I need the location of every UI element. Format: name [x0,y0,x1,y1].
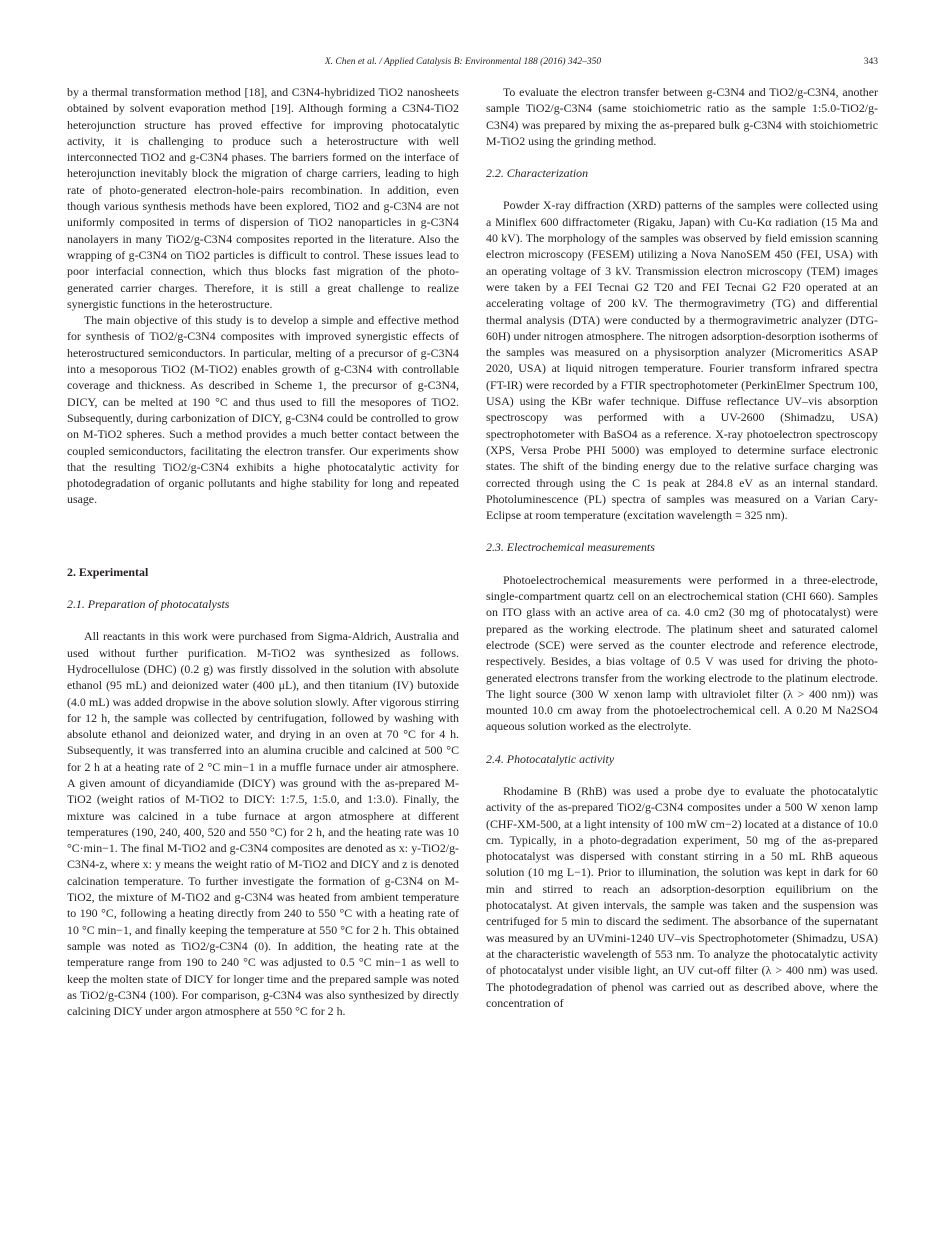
intro-objective-paragraph: The main objective of this study is to develop a simple and effective method for synthesis of TiO2/g-C3N4 composites with improved synergistic effects of heterostructured semiconductors. In particular, melting of a precursor of g-C3N4 into a mesoporous TiO2 (M-TiO2) enables growth of g-C3N4 with controllable coverage and thickness. As described in Scheme 1, the precursor of g-C3N4, DICY, can be melted at 190 °C and thus used to fill the mesopores of TiO2. Subsequently, during carbonization of DICY, g-C3N4 could be controlled to grow on M-TiO2 spheres. Such a method provides a much better contact between the coupled semiconductors, facilitating the electron transfer. Our experiments show that the resulting TiO2/g-C3N4 exhibits a highe photocatalytic activity for photodegradation of organic pollutants and highe stability for long and repeated usage. [67,313,459,507]
characterization-paragraph: Powder X-ray diffraction (XRD) patterns of the samples were collected using a Miniflex 600 diffractometer (Rigaku, Japan) with Cu-Kα radiation (15 Ma and 40 kV). The morphology of the samples was observed by field emission scanning electron microscopy (FESEM) utilizing a Nova NanoSEM 450 (FEI, USA) with an operating voltage of 3 kV. Transmission electron microscopy (TEM) images were taken by a FEI Tecnai G2 T20 and FEI Tecnai G2 F20 operated at an accelerating voltage of 200 kV. The thermogravimetry (TG) and differential thermal analysis (DTA) were conducted by a thermogravimetric analyzer (DTG-60H) under nitrogen atmosphere. The nitrogen adsorption-desorption isotherms of the samples was measured on a physisorption analyzer (Micromeritics ASAP 2020, USA) at liquid nitrogen temperature. Fourier transform infrared spectra (FT-IR) were recorded by a FTIR spectrophotometer (PerkinElmer Spectrum 100, USA) using the KBr wafer technique. Diffuse reflectance UV–vis absorption spectroscopy was performed with a UV-2600 (Shimadzu, USA) spectrophotometer with BaSO4 as a reference. X-ray photoelectron spectroscopy (XPS, Versa Probe PHI 5000) was employed to determine surface electronic states. The shift of the binding energy due to the relative surface charging was corrected through using the C 1s peak at 284.8 eV as an internal standard. Photoluminescence (PL) spectra of samples was measured on a Varian Cary-Eclipse at room temperature (excitation wavelength = 325 nm). [486,198,878,523]
preparation-paragraph: All reactants in this work were purchased from Sigma-Aldrich, Australia and used without further purification. M-TiO2 was synthesized as follows. Hydrocellulose (DHC) (0.2 g) was firstly dissolved in the solution with absolute ethanol (95 mL) and deionized water (400 μL), and then titanium (IV) butoxide (4.0 mL) was added dropwise in the above solution slowly. After vigorous stirring for 12 h, the sample was collected by centrifugation, followed by washing with absolute ethanol and deionized water, and drying in an oven at 70 °C for 4 h. Subsequently, it was transferred into an alumina crucible and calcined at 500 °C for 2 h at a heating rate of 2 °C min−1 in a muffle furnace under air atmosphere. A given amount of dicyandiamide (DICY) was ground with the as-prepared M-TiO2 (weight ratios of M-TiO2 to DICY: 1:7.5, 1:5.0, and 1:3.0). Finally, the mixture was calcined in a tube furnace at argon atmosphere at different temperatures (190, 240, 400, 520 and 550 °C) for 2 h, and the heating rate was 10 °C·min−1. The final M-TiO2 and g-C3N4 composites are denoted as x: y-TiO2/g-C3N4-z, where x: y means the weight ratio of M-TiO2 and DICY and z is denoted calcination temperature. To further investigate the formation of g-C3N4 on M-TiO2, the mixture of M-TiO2 and g-C3N4 was heated from ambient temperature to 190 °C, following a heating directly from 240 to 550 °C with a heating rate of 10 °C min−1, and finally keeping the temperature at 550 °C for 2 h. This obtained sample was noted as TiO2/g-C3N4 (0). In addition, the heating rate at the temperature range from 190 to 240 °C was adjusted to 0.5 °C min−1 as well to keep the molten state of DICY for longer time and the prepared sample was noted as TiO2/g-C3N4 (100). For comparison, g-C3N4 was also synthesized by directly calcining DICY under argon atmosphere at 550 °C for 2 h. [67,629,459,1019]
section-heading-experimental: 2. Experimental [67,564,149,579]
preparation-paragraph-continued: To evaluate the electron transfer between g-C3N4 and TiO2/g-C3N4, another sample TiO2/g-C3N4 (same stoichiometric ratio as the sample 1:5.0-TiO2/g-C3N4) was prepared by mixing the as-prepared bulk g-C3N4 with stoichiometric M-TiO2 using the grinding method. [486,85,878,148]
page-number: 343 [863,57,878,67]
left-column [67,84,459,1019]
photocatalytic-paragraph: Rhodamine B (RhB) was used a probe dye to evaluate the photocatalytic activity of the as-prepared TiO2/g-C3N4 composites under a 500 W xenon lamp (CHF-XM-500, at a light intensity of 100 mW cm−2) located at a distance of 10.0 cm. Typically, in a photo-degradation experiment, 50 mg of the as-prepared photocatalyst was dispersed with constant stirring in a 50 mL RhB aqueous solution (10 mg L−1). Prior to illumination, the solution was kept in dark for 60 min and stirred to reach an adsorption-desorption equilibrium on the photocatalyst. At given intervals, the sample was taken and the suspension was centrifuged for 5 min to discard the sediment. The absorbance of the supernatant was measured by an UVmini-1240 UV–vis Spectrophotometer (Shimadzu, USA) at the characteristic wavelength of 553 nm. To analyze the photocatalytic activity of photocatalyst under visible light, an UV cut-off filter (λ > 400 nm) was used. The photodegradation of phenol was carried out as described above, where the concentration of [486,783,878,1010]
subsection-heading-characterization: 2.2. Characterization [486,166,589,181]
subsection-heading-electrochemical: 2.3. Electrochemical measurements [486,540,655,555]
intro-paragraph-continued: by a thermal transformation method [18], and C3N4-hybridized TiO2 nanosheets obtained by solvent evaporation method [19]. Although forming a C3N4-TiO2 heterojunction structure has proved effective for improving photocatalytic activity, it is challenging to produce such a heterostructure with well interconnected TiO2 and g-C3N4 phases. The barriers formed on the interface of heterojunction inevitably block the migration of charge carriers, leading to high rate of photo-generated electron-hole-pairs recombination. In addition, even though various synthesis methods have been explored, TiO2 and g-C3N4 are not uniformly composited in terms of dispersion of TiO2 nanoparticles in g-C3N4 nanolayers in many TiO2/g-C3N4 composites reported in the literature. Also the wrapping of g-C3N4 on TiO2 particles is difficult to control. These issues lead to poor interfacial connection, which thus blocks fast migration of the photo-generated carrier charges. Therefore, it is still a great challenge to realize synergistic functions in the heterostructure. [67,85,459,311]
electrochemical-paragraph: Photoelectrochemical measurements were performed in a three-electrode, single-compartment quartz cell on an electrochemical station (CHI 660). Samples on ITO glass with an active area of ca. 4.0 cm2 (30 mg of photocatalyst) were prepared as the working electrode. The platinum sheet and saturated calomel electrode (SCE) were served as the counter electrode and reference electrode, respectively. Besides, a bias voltage of 0.5 V was used for driving the photo-generated electrons transfer from the working electrode to the platinum electrode. The light source (300 W xenon lamp with ultraviolet filter (λ > 400 nm)) was mounted 10.0 cm away from the photoelectrochemical cell. A 0.20 M Na2SO4 aqueous solution worked as the electrolyte. [486,572,878,734]
page-header [0,57,926,71]
running-head: X. Chen et al. / Applied Catalysis B: Environmental 188 (2016) 342–350 [324,57,602,67]
right-column [486,84,878,1011]
subsection-heading-preparation: 2.1. Preparation of photocatalysts [67,597,230,612]
subsection-heading-photocatalytic: 2.4. Photocatalytic activity [486,751,615,766]
